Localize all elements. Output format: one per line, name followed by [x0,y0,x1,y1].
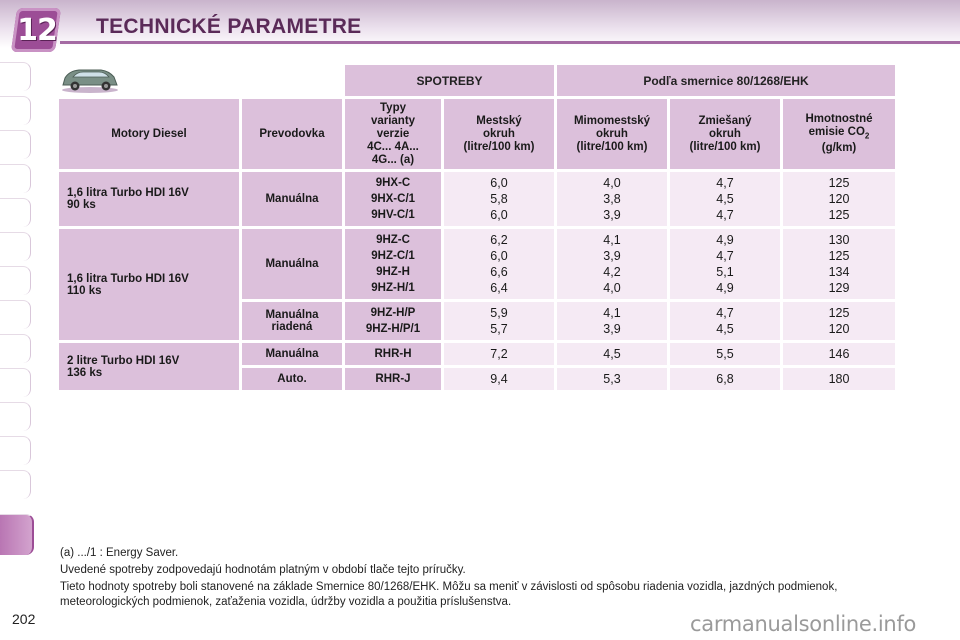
col-types [345,99,441,169]
side-tab[interactable] [0,96,31,125]
side-tab[interactable] [0,232,31,261]
value: 6,0 [490,176,508,190]
gearbox-line: Auto. [277,373,307,385]
type-code: 9HZ-C [376,234,410,246]
value: 125 [828,208,850,222]
side-tab[interactable] [0,198,31,227]
value: 3,8 [603,192,621,206]
value-cell-combined [670,368,780,390]
side-tab[interactable] [0,334,31,363]
table-row [59,229,895,299]
value: 6,4 [490,281,508,295]
value-cell-urban [444,368,554,390]
col-co2-sub: 2 [864,131,870,141]
type-code: 9HV-C/1 [371,209,415,221]
side-tabs [0,62,32,562]
side-tab[interactable] [0,368,31,397]
table-row [59,172,895,226]
type-code: 9HZ-H/P/1 [365,323,421,335]
value: 4,1 [603,233,621,247]
page-title: TECHNICKÉ PARAMETRE [96,15,362,38]
col-co2 [783,99,895,169]
value: 120 [828,192,850,206]
col-combined-line: okruh [709,127,741,140]
value-cell-urban [444,343,554,365]
value-cell-co2 [783,343,895,365]
value: 125 [828,306,850,320]
col-combined-line: (litre/100 km) [689,140,761,153]
side-tab[interactable] [0,436,31,465]
table-body [59,172,895,390]
value: 4,7 [716,176,734,190]
gearbox-line: Manuálna [265,193,319,205]
col-gearbox: Prevodovka [242,99,342,169]
type-code: 9HZ-H/P [370,307,416,319]
gearbox-line: Manuálna [265,258,319,270]
engine-name [59,343,239,390]
value: 4,5 [716,322,734,336]
value: 125 [828,249,850,263]
value: 6,8 [716,372,734,386]
value-cell-extra-urban [557,368,667,390]
side-tab[interactable] [0,164,31,193]
value: 3,9 [603,249,621,263]
engine-name [59,229,239,340]
col-types-line: verzie [376,127,410,140]
consumption-table [56,62,898,393]
value: 5,9 [490,306,508,320]
value: 4,5 [716,192,734,206]
col-types-line: 4C... 4A... [367,140,419,153]
type-code: 9HZ-H/1 [371,282,415,294]
col-types-line: Typy [380,101,406,114]
value: 4,7 [716,208,734,222]
value-cell-co2 [783,368,895,390]
col-extra-urban [557,99,667,169]
value: 4,9 [716,233,734,247]
note-line: (a) .../1 : Energy Saver. [60,547,179,559]
engine-name-line: 2 litre Turbo HDI 16V [67,354,180,367]
type-code: 9HX-C [375,177,411,189]
directive-label: Podľa smernice 80/1268/EHK [557,65,895,96]
col-urban-line: (litre/100 km) [463,140,535,153]
value-cell-co2 [783,302,895,340]
col-co2-line: (g/km) [821,142,857,155]
type-cell [345,302,441,340]
col-combined-line: Zmiešaný [698,114,752,127]
col-co2-line: Hmotnostné [805,112,873,125]
value: 4,7 [716,249,734,263]
gearbox-line: riadená [271,321,313,333]
value: 5,7 [490,322,508,336]
value: 120 [828,322,850,336]
col-urban-line: Mestský [476,114,522,127]
gearbox-line: Manuálna [265,348,319,360]
engine-name-line: 90 ks [67,199,96,211]
value-cell-urban [444,229,554,299]
value: 5,5 [716,347,734,361]
value: 3,9 [603,208,621,222]
side-tab[interactable] [0,130,31,159]
type-cell [345,343,441,365]
value: 6,6 [490,265,508,279]
value: 9,4 [490,372,508,386]
engine-name [59,172,239,226]
page-number: 202 [12,611,36,627]
gearbox-line: Manuálna [265,309,319,321]
value-cell-extra-urban [557,343,667,365]
value: 134 [828,265,850,279]
type-cell [345,368,441,390]
side-tab-active[interactable] [0,514,34,555]
value: 6,2 [490,233,508,247]
header-rule [60,41,960,44]
engine-name-line: 136 ks [67,366,103,379]
engine-name-line: 1,6 litra Turbo HDI 16V [67,187,189,199]
type-code: RHR-H [374,348,412,360]
watermark: carmanualsonline.info [690,612,917,636]
value: 7,2 [490,347,508,361]
value-cell-combined [670,302,780,340]
notes [60,546,910,612]
value-cell-combined [670,172,780,226]
col-types-line: 4G... (a) [371,153,415,166]
value: 4,1 [603,306,621,320]
value: 125 [828,176,850,190]
value-cell-extra-urban [557,229,667,299]
col-urban-line: okruh [483,127,515,140]
note-line: Uvedené spotreby zodpovedajú hodnotám platným v období tlače tejto príručky. [60,564,466,576]
type-code: 9HX-C/1 [370,193,416,205]
type-cell [345,172,441,226]
col-urban [444,99,554,169]
value: 146 [828,347,850,361]
col-extra-urban-line: (litre/100 km) [576,140,648,153]
col-extra-urban-line: Mimomestský [573,114,651,127]
value: 5,3 [603,372,621,386]
side-tab[interactable] [0,402,31,431]
value: 4,7 [716,306,734,320]
value: 6,0 [490,249,508,263]
col-engine: Motory Diesel [59,99,239,169]
col-combined [670,99,780,169]
side-tab[interactable] [0,62,31,91]
col-co2-text: emisie CO [808,125,865,138]
value: 4,5 [603,347,621,361]
gearbox-cell [242,229,342,299]
type-code: 9HZ-C/1 [371,250,415,262]
value-cell-urban [444,172,554,226]
value-cell-urban [444,302,554,340]
value: 4,0 [603,176,621,190]
gearbox-cell [242,343,342,365]
value: 180 [828,372,850,386]
side-tab[interactable] [0,266,31,295]
type-cell [345,229,441,299]
section-label: SPOTREBY [345,65,554,96]
value: 130 [828,233,850,247]
side-tab[interactable] [0,300,31,329]
car-icon-cell [59,65,342,96]
table-row [59,343,895,365]
value: 6,0 [490,208,508,222]
value: 129 [828,281,850,295]
value: 3,9 [603,322,621,336]
col-types-line: varianty [370,114,416,127]
col-co2-line [783,126,895,142]
gearbox-cell [242,368,342,390]
value-cell-extra-urban [557,172,667,226]
value-cell-combined [670,229,780,299]
col-extra-urban-line: okruh [596,127,628,140]
value-cell-extra-urban [557,302,667,340]
value: 4,9 [716,281,734,295]
value: 4,2 [603,265,621,279]
type-code: 9HZ-H [376,266,410,278]
value: 5,8 [490,192,508,206]
engine-name-line: 110 ks [67,284,102,297]
engine-name-line: 1,6 litra Turbo HDI 16V [67,272,189,285]
note-line: Tieto hodnoty spotreby boli stanovené na základe Smernice 80/1268/EHK. Môžu sa meniť v závislosti od spôsobu riadenia vozidla, jazdných podmienok, meteorologických podmienok, zaťaženia vozidla, údržby vozidla a použitia príslušenstva. [60,581,838,608]
value-cell-combined [670,343,780,365]
chapter-number: 12 [17,13,57,48]
type-code: RHR-J [375,373,411,385]
value: 5,1 [716,265,734,279]
value-cell-co2 [783,229,895,299]
car-icon [59,65,121,93]
value: 4,0 [603,281,621,295]
side-tab[interactable] [0,470,31,499]
value-cell-co2 [783,172,895,226]
gearbox-cell [242,302,342,340]
gearbox-cell [242,172,342,226]
